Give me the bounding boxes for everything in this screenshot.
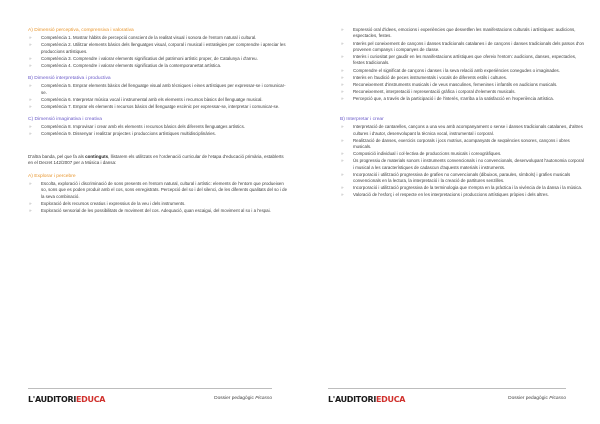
section-heading: B) Dimensió interpretativa i productiva [28, 76, 111, 82]
list-item: » Percepció que, a través de la participació i de l'interès, s'arriba a la satisfacció en l'experiència artística. [340, 96, 584, 102]
right-page-content [340, 27, 584, 205]
list-item: » Interès en l'audició de peces instrumentals i vocals de diferents estils i cultures. [340, 75, 584, 81]
section-explore-continued [340, 27, 584, 102]
list-item: » Competència 4. Comprendre i valorar elements significatius de la contemporaneïtat artística. [28, 63, 288, 69]
list-item: » Competència 6. Interpretar música vocal i instrumental amb els elements i recursos bàsics del llenguatge musical. [28, 97, 288, 103]
footer-doc-title: Dossier pedagògic Picasso [214, 396, 272, 401]
left-page-content [28, 27, 288, 220]
list-item: » Reconeixement d'instruments musicals i de veus masculines, femenines i infantils en audicions musicals. [340, 82, 584, 88]
list-item: » Competència 3. Comprendre i valorar elements significatius del patrimoni artístic proper, de Catalunya i d'arreu. [28, 56, 288, 62]
list-item: » Interès pel coneixement de cançons i danses tradicionals catalanes i de cançons i danses tradicionals dels països d'on provenen companys i companyes de classe. [340, 41, 584, 54]
footer-divider [328, 388, 566, 389]
list-item: » Exploració dels recursos creatius i expressius de la veu i dels instruments. [28, 201, 288, 207]
section-heading: A) Dimensió perceptiva, comprensiva i valorativa [28, 28, 134, 33]
auditori-educa-logo: L'AUDITORIEDUCA [328, 395, 406, 404]
list-item: » Expressió oral d'idees, emocions i experiències que desvetllen les manifestacions culturals i artístiques: audicions, espectacles, festes. [340, 27, 584, 40]
footer-divider [28, 388, 272, 389]
list-item: » Comprendre el significat de cançons i danses i la seva relació amb experiències conegudes o imaginades. [340, 68, 584, 74]
section-heading: C) Dimensió imaginativa i creativa [28, 117, 102, 123]
list-item: » Composició individual i col·lectiva de produccions musicals i coreogràfiques. [340, 151, 584, 157]
list-item: » Exploració sensorial de les possibilitats de moviment del cos. Adequació, quan escaigui, del moviment al so i a l'espai. [28, 208, 288, 214]
list-item: » Competència 9. Dissenyar i realitzar projectes i produccions artístiques multidisciplinàries. [28, 131, 288, 137]
list-item: » Competència 1. Mostrar hàbits de percepció conscient de la realitat visual i sonora de l'entorn natural i cultural. [28, 35, 288, 41]
list-item: » Valoració de l'esforç i el respecte en les interpretacions i produccions artístiques pròpies i dels altres. [340, 192, 584, 198]
page-footer [28, 388, 272, 404]
contents-paragraph [28, 154, 288, 167]
section-interpretive [28, 75, 288, 110]
section-creative [28, 116, 288, 138]
footer-doc-title: Dossier pedagògic Picasso [508, 396, 566, 401]
section-explore [28, 173, 288, 214]
section-heading: A) Explorar i percebre [28, 173, 76, 179]
list-item: » Competència 8. Improvisar i crear amb els elements i recursos bàsics dels diferents llenguatges artístics. [28, 124, 288, 130]
section-perceptive [28, 27, 288, 69]
list-item: » Escolta, exploració i discriminació de sons presents en l'entorn natural, cultural i artístic: elements de l'entorn que produeixen so, sons que es poden produir amb el cos, sons enregistrats. Percepció del so i del silenci, de les diferents qualitats del so i de la seva combinació. [28, 181, 288, 200]
list-item: » Incorporació i utilització progressiva de la terminologia que s'empra en la pràctica i la vivència de la dansa i la música. [340, 185, 584, 191]
list-item: » Ús progressiu de materials sonors i instruments convencionals i no convencionals, desenvolupant l'autonomia corporal i musical a les característiques de cadascun d'aquests materials i instruments. [340, 158, 584, 171]
auditori-educa-logo: L'AUDITORIEDUCA [28, 395, 106, 404]
list-item: » Competència 7. Emprar els elements i recursos bàsics del llenguatge escènic per expressar-se, interpretar i comunicar-se. [28, 104, 288, 110]
section-heading: B) Interpretar i crear [340, 117, 384, 123]
paragraph-bold-word: continguts [85, 153, 109, 159]
section-interpret-create [340, 116, 584, 199]
list-item: » Competència 5. Emprar elements bàsics del llenguatge visual amb tècniques i eines artístiques per expressar-se i comunicar-se. [28, 83, 288, 96]
paragraph-text-end: , llistarem els utilitzats en l'ordenació curricular de l'etapa d'educació primària, establerts en el Decret 142/2007 per a Música i dansa: [28, 153, 284, 166]
page-footer [328, 388, 566, 404]
list-item: » Interès i curiositat per gaudir en les manifestacions artístiques que ofereix l'entorn: audicions, danses, espectacles, festes tradicionals. [340, 54, 584, 67]
right-page [300, 0, 600, 424]
list-item: » Competència 2. Utilitzar elements bàsics dels llenguatges visual, corporal i musical i estratègies per comprendre i apreciar les produccions artístiques. [28, 42, 288, 55]
list-item: » Reconeixement, interpretació i representació gràfica i corporal d'elements musicals. [340, 89, 584, 95]
list-item: » Interpretació de cantarelles, cançons a una veu amb acompanyament o sense i danses tradicionals catalanes, d'altres cultures i d'autor, desenvolupant la tècnica vocal, instrumental i corporal. [340, 124, 584, 137]
paragraph-text-start: D'altra banda, pel que fa als [28, 153, 86, 159]
list-item: » Incorporació i utilització progressiva de grafies no convencionals (dibuixos, paraules, símbols) i grafies musicals convencionals en la lectura, la interpretació i la creació de partitures senzilles. [340, 172, 584, 185]
list-item: » Realització de danses, exercicis corporals i jocs motrius, acompanyats de seqüències sonores, cançons i obres musicals. [340, 138, 584, 151]
